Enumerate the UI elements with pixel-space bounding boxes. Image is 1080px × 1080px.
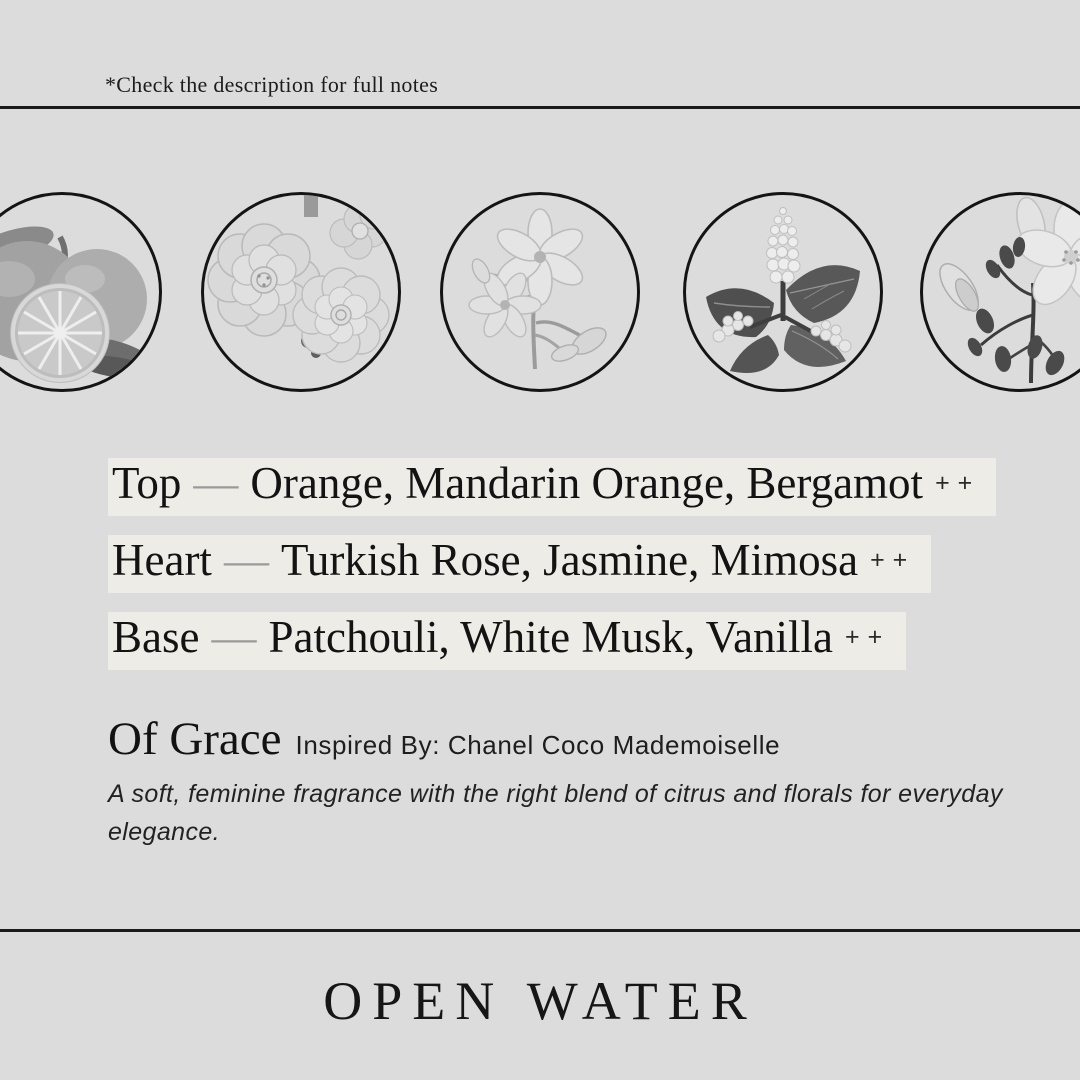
note-plus-suffix: ++ <box>845 623 891 651</box>
header-note: *Check the description for full notes <box>105 72 439 97</box>
note-line-base <box>108 612 906 670</box>
product-name: Of Grace <box>108 713 282 765</box>
note-ingredients: Patchouli, White Musk, Vanilla <box>268 612 834 662</box>
note-dash: — <box>223 535 269 585</box>
ingredient-circle-orange <box>0 192 162 392</box>
note-label: Top <box>112 458 182 508</box>
rose-blooms-photo <box>204 195 398 389</box>
ingredient-circle-turkish-rose <box>201 192 401 392</box>
orange-citrus-photo <box>0 195 159 389</box>
jasmine-flowers-photo <box>443 195 637 389</box>
musk-blossom-photo <box>923 195 1080 389</box>
inspired-by-text: Inspired By: Chanel Coco Mademoiselle <box>295 730 781 760</box>
bottom-divider-line <box>0 929 1080 932</box>
note-ingredients: Turkish Rose, Jasmine, Mimosa <box>280 535 859 585</box>
ingredient-circle-white-musk <box>920 192 1080 392</box>
note-line-top <box>108 458 996 516</box>
note-dash: — <box>193 458 239 508</box>
patchouli-plant-photo <box>686 195 880 389</box>
note-plus-suffix: ++ <box>870 546 916 574</box>
note-ingredients: Orange, Mandarin Orange, Bergamot <box>250 458 924 508</box>
brand-wordmark: OPEN WATER <box>323 971 757 1031</box>
note-dash: — <box>211 612 257 662</box>
note-plus-suffix: ++ <box>935 469 981 497</box>
top-divider-line <box>0 106 1080 109</box>
product-row <box>108 712 780 766</box>
note-line-heart <box>108 535 931 593</box>
ingredient-circle-patchouli <box>683 192 883 392</box>
product-description: A soft, feminine fragrance with the right blend of citrus and florals for everyday elegance. <box>108 780 1003 846</box>
note-label: Base <box>112 612 200 662</box>
ingredient-circle-jasmine <box>440 192 640 392</box>
fragrance-notes-list <box>108 458 996 689</box>
note-label: Heart <box>112 535 212 585</box>
